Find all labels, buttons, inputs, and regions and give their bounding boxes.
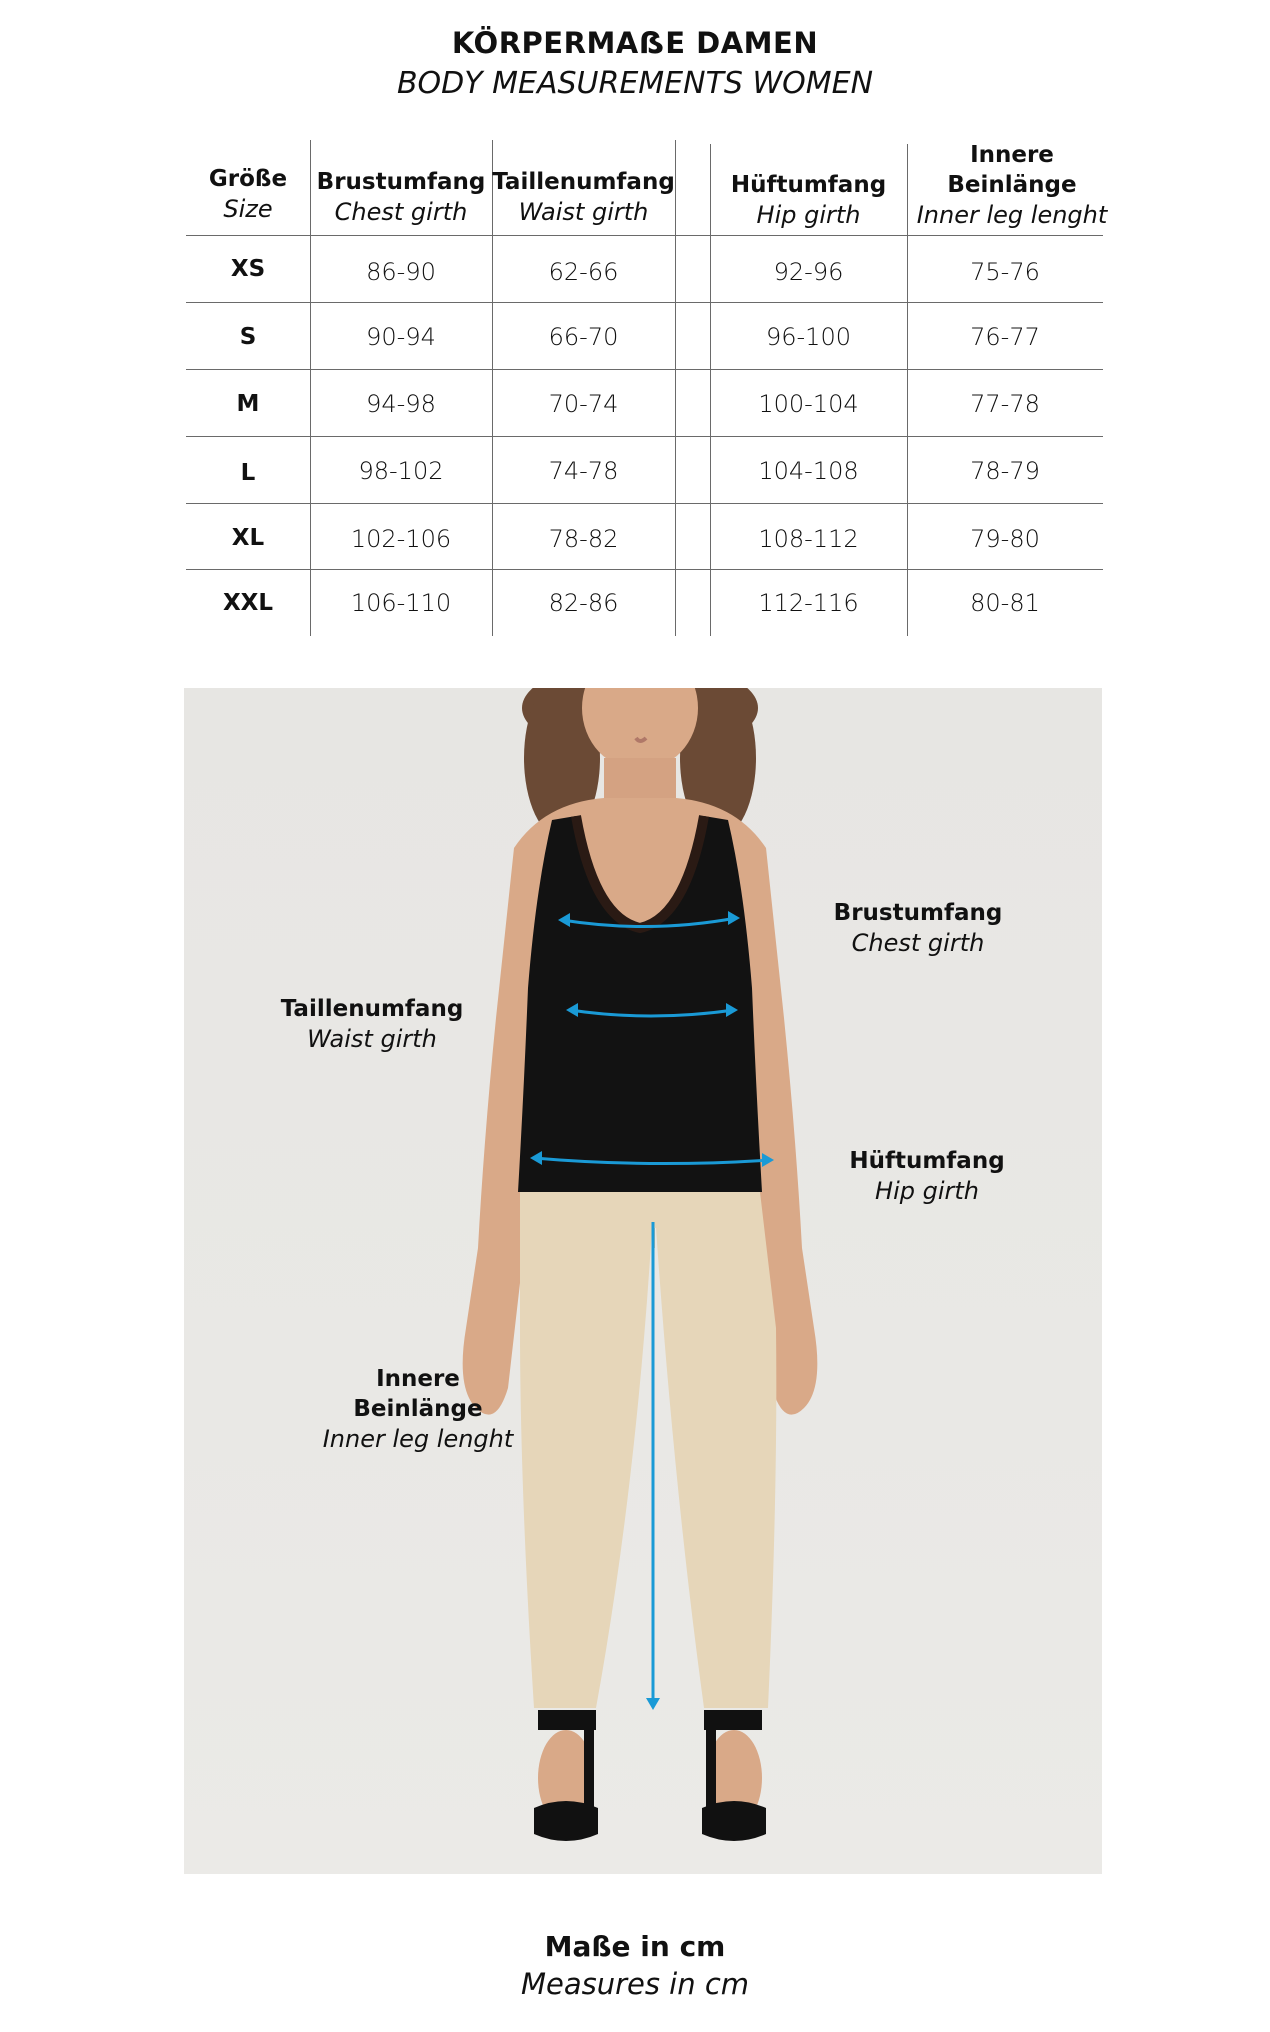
label-inner-leg: Innere Beinlänge Inner leg lenght [322,1366,514,1453]
cell-size: S [239,324,257,350]
cell-hip: 92-96 [773,258,844,286]
cell-waist: 82-86 [548,589,619,617]
cell-chest: 94-98 [366,390,436,418]
measurement-figure [184,688,1102,1874]
cell-hip: 100-104 [758,390,859,418]
cell-inner-leg: 80-81 [970,589,1040,617]
header-hip: Hüftumfang Hip girth [730,172,887,229]
cell-inner-leg: 77-78 [970,390,1040,418]
cell-chest: 102-106 [350,525,452,553]
cell-waist: 62-66 [548,258,619,286]
sandal-right-icon [702,1710,766,1841]
inner-leg-arrow-icon [646,1222,660,1710]
header-inner-leg: Innere Beinlänge Inner leg lenght [916,142,1108,229]
header-size: Größe Size [208,166,288,223]
cell-chest: 98-102 [358,457,444,485]
sandal-left-icon [534,1710,598,1841]
cell-hip: 96-100 [765,323,851,351]
cell-size: XL [231,525,265,551]
cell-waist: 78-82 [548,525,619,553]
cell-inner-leg: 79-80 [970,525,1040,553]
header-chest: Brustumfang Chest girth [316,169,486,226]
cell-size: L [240,460,256,486]
page-title: KÖRPERMAẞE DAMEN [451,26,819,60]
units-note-english: Measures in cm [520,1967,750,2001]
cell-inner-leg: 78-79 [970,457,1040,485]
column-divider [675,140,676,636]
header-waist: Taillenumfang Waist girth [492,169,675,226]
cell-chest: 90-94 [366,323,436,351]
cell-size: M [236,391,260,417]
cell-chest: 106-110 [350,589,452,617]
cell-inner-leg: 75-76 [970,258,1040,286]
units-note: Maße in cm [544,1930,726,1963]
cell-waist: 70-74 [548,390,619,418]
cell-hip: 112-116 [758,589,859,617]
cell-size: XS [230,256,266,282]
label-chest: Brustumfang Chest girth [833,900,1003,957]
cell-waist: 74-78 [548,457,619,485]
label-hip: Hüftumfang Hip girth [849,1148,1005,1205]
page-subtitle: BODY MEASUREMENTS WOMEN [396,66,874,101]
cell-waist: 66-70 [548,323,619,351]
row-divider [186,235,1103,236]
label-waist: Taillenumfang Waist girth [280,996,464,1053]
model-figure-illustration [184,688,1102,1874]
cell-inner-leg: 76-77 [970,323,1040,351]
cell-size: XXL [222,590,274,616]
cell-hip: 104-108 [758,457,859,485]
cell-chest: 86-90 [366,258,436,286]
cell-hip: 108-112 [758,525,859,553]
size-table [186,140,1108,636]
